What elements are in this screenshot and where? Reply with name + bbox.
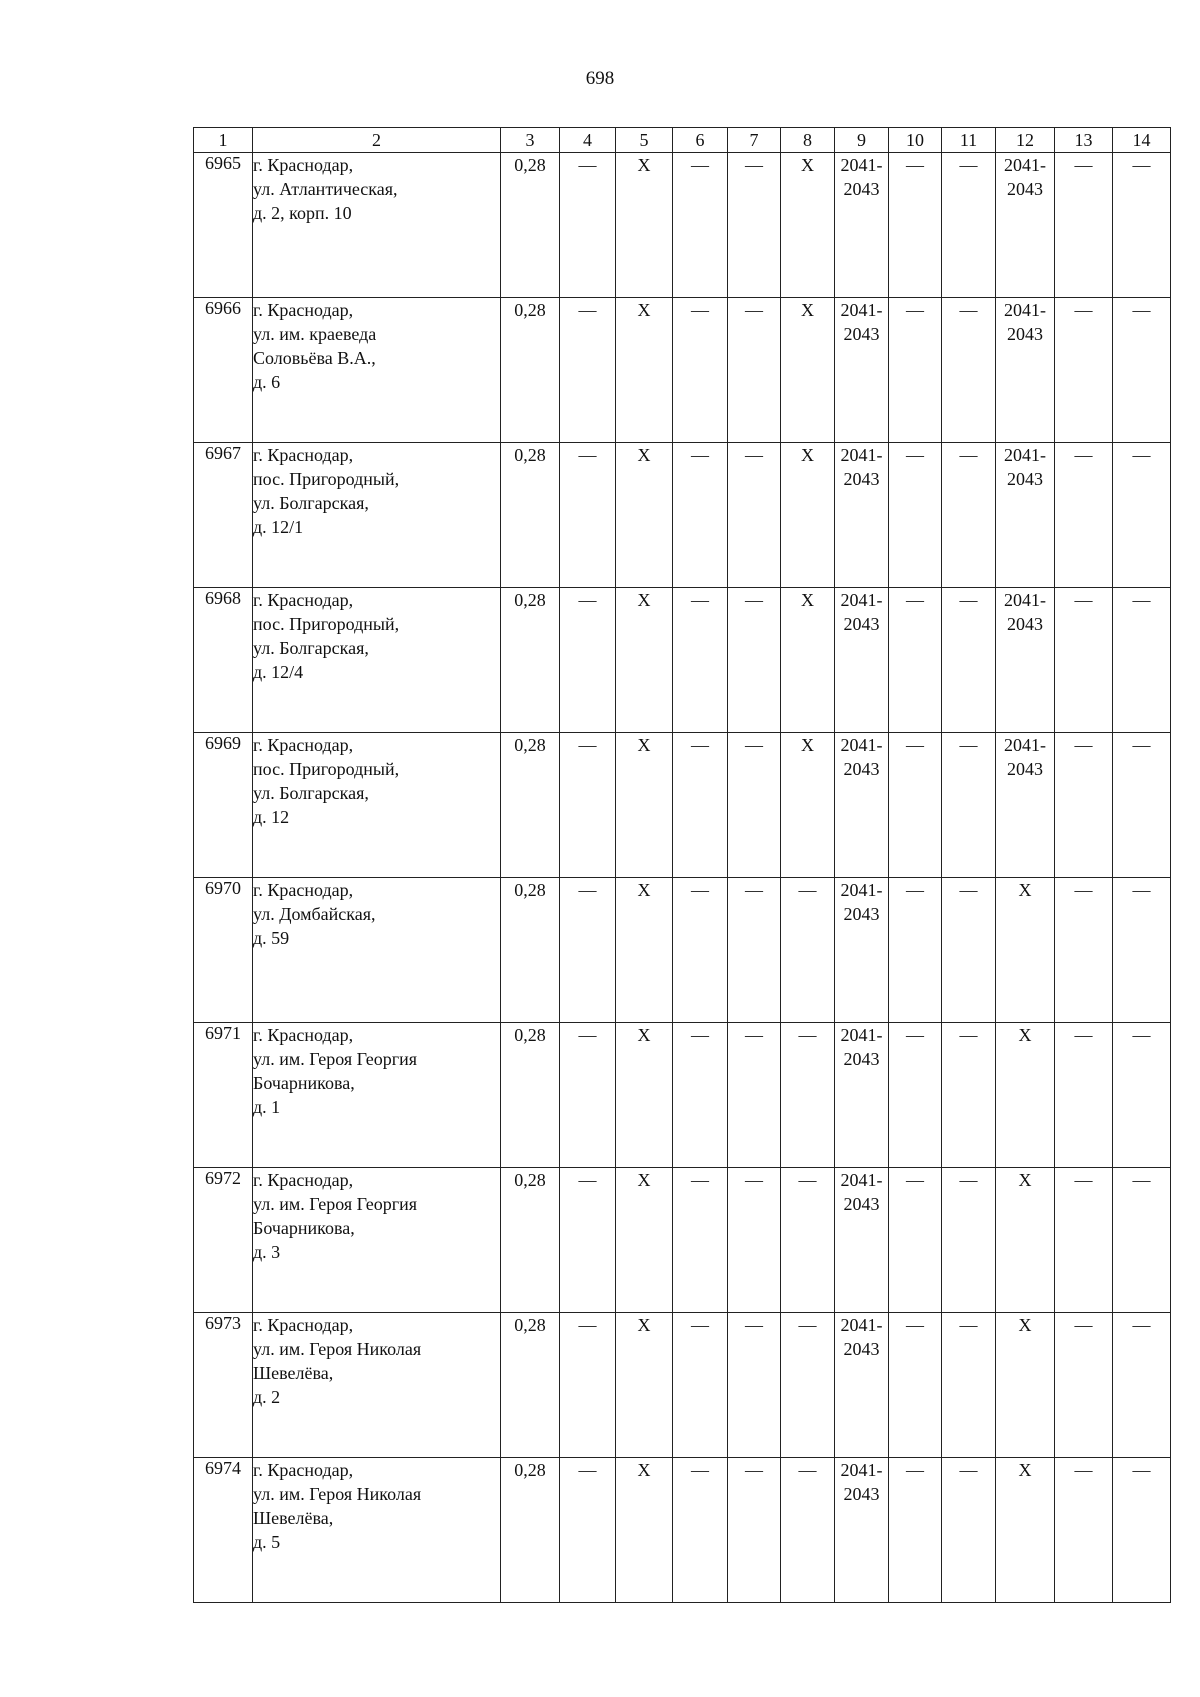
address-line: Соловьёва В.А., <box>253 348 376 368</box>
col-6-cell: — <box>673 1168 728 1313</box>
col-13-cell: — <box>1055 733 1113 878</box>
col-8-cell: — <box>781 1458 835 1603</box>
col-13-cell: — <box>1055 443 1113 588</box>
row-number: 6972 <box>194 1168 253 1313</box>
col-7-cell: — <box>728 298 781 443</box>
cell-line: 2041- <box>840 300 883 320</box>
col-6-cell: — <box>673 153 728 298</box>
cell-line: X <box>1018 1315 1032 1335</box>
col-5-cell: X <box>616 298 673 443</box>
cell-line: 2043 <box>843 1194 880 1214</box>
col-9-cell <box>835 878 889 1023</box>
cell-line: 2041- <box>1004 445 1046 465</box>
col-6-cell: — <box>673 1458 728 1603</box>
table-row <box>194 443 1171 588</box>
col-12-cell <box>996 588 1055 733</box>
address-line: ул. Атлантическая, <box>253 179 398 199</box>
cell-line: 2043 <box>1007 759 1043 779</box>
col-10-cell: — <box>889 588 942 733</box>
col-11-cell: — <box>942 1313 996 1458</box>
col-10-cell: — <box>889 1023 942 1168</box>
address-cell <box>253 1313 501 1458</box>
cell-line: 2041- <box>1004 590 1046 610</box>
cell-line: X <box>1018 1025 1032 1045</box>
col-11-cell: — <box>942 878 996 1023</box>
column-header: 1 <box>194 128 253 153</box>
col-11-cell: — <box>942 153 996 298</box>
col-9-cell <box>835 1168 889 1313</box>
col-5-cell: X <box>616 1168 673 1313</box>
col-11-cell: — <box>942 1023 996 1168</box>
col-4-cell: — <box>560 588 616 733</box>
row-number: 6967 <box>194 443 253 588</box>
col-13-cell: — <box>1055 1458 1113 1603</box>
address-line: г. Краснодар, <box>253 590 354 610</box>
col-5-cell: X <box>616 153 673 298</box>
col-14-cell: — <box>1113 1168 1171 1313</box>
col-9-cell <box>835 298 889 443</box>
col-7-cell: — <box>728 1168 781 1313</box>
cell-line: 2041- <box>840 1315 883 1335</box>
column-header: 6 <box>673 128 728 153</box>
col-4-cell: — <box>560 153 616 298</box>
col-13-cell: — <box>1055 1168 1113 1313</box>
col-5-cell: X <box>616 1023 673 1168</box>
col-14-cell: — <box>1113 1458 1171 1603</box>
table-row <box>194 298 1171 443</box>
col-6-cell: — <box>673 878 728 1023</box>
column-header: 11 <box>942 128 996 153</box>
address-line: г. Краснодар, <box>253 735 354 755</box>
cell-line: 2041- <box>840 445 883 465</box>
col-12-cell <box>996 443 1055 588</box>
column-header: 3 <box>501 128 560 153</box>
address-cell <box>253 1168 501 1313</box>
col-10-cell: — <box>889 443 942 588</box>
cell-line: 2041- <box>840 735 883 755</box>
cell-line: 2043 <box>1007 324 1043 344</box>
col-9-cell <box>835 733 889 878</box>
col-10-cell: — <box>889 298 942 443</box>
col-10-cell: — <box>889 153 942 298</box>
address-line: ул. Болгарская, <box>253 783 369 803</box>
table-row <box>194 1168 1171 1313</box>
address-line: ул. Домбайская, <box>253 904 376 924</box>
address-line: г. Краснодар, <box>253 1315 354 1335</box>
address-line: д. 6 <box>253 372 281 392</box>
col-12-cell <box>996 153 1055 298</box>
address-line: ул. Болгарская, <box>253 638 369 658</box>
col-5-cell: X <box>616 1458 673 1603</box>
col-6-cell: — <box>673 1023 728 1168</box>
col-8-cell: X <box>781 588 835 733</box>
address-line: г. Краснодар, <box>253 155 354 175</box>
address-line: д. 12 <box>253 807 290 827</box>
col-6-cell: — <box>673 1313 728 1458</box>
col-7-cell: — <box>728 1023 781 1168</box>
address-line: г. Краснодар, <box>253 445 354 465</box>
cell-line: 2041- <box>1004 155 1046 175</box>
col-4-cell: — <box>560 298 616 443</box>
col-8-cell: — <box>781 878 835 1023</box>
col-13-cell: — <box>1055 878 1113 1023</box>
col-4-cell: — <box>560 1458 616 1603</box>
row-number: 6970 <box>194 878 253 1023</box>
cell-line: 2043 <box>843 1339 880 1359</box>
col-9-cell <box>835 153 889 298</box>
col-9-cell <box>835 588 889 733</box>
address-line: д. 2 <box>253 1387 281 1407</box>
col-8-cell: — <box>781 1168 835 1313</box>
cell-line: 2043 <box>843 179 880 199</box>
col-7-cell: — <box>728 588 781 733</box>
column-header: 12 <box>996 128 1055 153</box>
column-header: 4 <box>560 128 616 153</box>
col-13-cell: — <box>1055 298 1113 443</box>
address-line: г. Краснодар, <box>253 1460 354 1480</box>
address-line: ул. им. Героя Николая <box>253 1339 422 1359</box>
col-12-cell <box>996 298 1055 443</box>
col-5-cell: X <box>616 1313 673 1458</box>
row-number: 6973 <box>194 1313 253 1458</box>
table-row <box>194 1313 1171 1458</box>
col-11-cell: — <box>942 443 996 588</box>
address-line: ул. им. Героя Георгия <box>253 1194 417 1214</box>
col-3-cell: 0,28 <box>501 733 560 878</box>
column-header: 13 <box>1055 128 1113 153</box>
col-8-cell: X <box>781 443 835 588</box>
col-8-cell: X <box>781 298 835 443</box>
registry-table <box>193 127 1171 1603</box>
table-row <box>194 878 1171 1023</box>
address-line: ул. им. краеведа <box>253 324 377 344</box>
col-14-cell: — <box>1113 1313 1171 1458</box>
col-14-cell: — <box>1113 878 1171 1023</box>
table-row <box>194 153 1171 298</box>
address-line: д. 59 <box>253 928 290 948</box>
col-7-cell: — <box>728 733 781 878</box>
cell-line: 2041- <box>840 1460 883 1480</box>
col-4-cell: — <box>560 733 616 878</box>
col-11-cell: — <box>942 298 996 443</box>
col-12-cell <box>996 1458 1055 1603</box>
table-row <box>194 1023 1171 1168</box>
column-header: 9 <box>835 128 889 153</box>
col-11-cell: — <box>942 733 996 878</box>
cell-line: 2043 <box>1007 469 1043 489</box>
cell-line: 2041- <box>840 590 883 610</box>
row-number: 6966 <box>194 298 253 443</box>
address-line: д. 2, корп. 10 <box>253 203 352 223</box>
column-header: 2 <box>253 128 501 153</box>
address-cell <box>253 443 501 588</box>
col-14-cell: — <box>1113 588 1171 733</box>
cell-line: 2043 <box>1007 614 1043 634</box>
col-4-cell: — <box>560 1168 616 1313</box>
col-12-cell <box>996 878 1055 1023</box>
col-13-cell: — <box>1055 588 1113 733</box>
cell-line: 2041- <box>840 1170 883 1190</box>
address-cell <box>253 733 501 878</box>
col-8-cell: — <box>781 1023 835 1168</box>
col-14-cell: — <box>1113 733 1171 878</box>
col-12-cell <box>996 1313 1055 1458</box>
column-header: 7 <box>728 128 781 153</box>
col-6-cell: — <box>673 298 728 443</box>
col-14-cell: — <box>1113 1023 1171 1168</box>
col-10-cell: — <box>889 1313 942 1458</box>
col-4-cell: — <box>560 443 616 588</box>
col-14-cell: — <box>1113 298 1171 443</box>
address-line: д. 12/1 <box>253 517 304 537</box>
address-line: г. Краснодар, <box>253 1170 354 1190</box>
col-10-cell: — <box>889 1168 942 1313</box>
cell-line: X <box>1018 880 1032 900</box>
row-number: 6971 <box>194 1023 253 1168</box>
address-line: Бочарникова, <box>253 1073 355 1093</box>
cell-line: 2043 <box>1007 179 1043 199</box>
col-5-cell: X <box>616 588 673 733</box>
cell-line: 2041- <box>1004 300 1046 320</box>
col-14-cell: — <box>1113 443 1171 588</box>
cell-line: 2043 <box>843 614 880 634</box>
col-11-cell: — <box>942 1458 996 1603</box>
address-line: пос. Пригородный, <box>253 614 400 634</box>
col-3-cell: 0,28 <box>501 1023 560 1168</box>
address-line: г. Краснодар, <box>253 1025 354 1045</box>
col-12-cell <box>996 1023 1055 1168</box>
address-cell <box>253 298 501 443</box>
cell-line: 2043 <box>843 1484 880 1504</box>
col-13-cell: — <box>1055 1313 1113 1458</box>
address-line: д. 3 <box>253 1242 281 1262</box>
address-cell <box>253 1023 501 1168</box>
column-header: 10 <box>889 128 942 153</box>
cell-line: 2043 <box>843 904 880 924</box>
address-line: ул. им. Героя Николая <box>253 1484 422 1504</box>
address-line: Шевелёва, <box>253 1363 334 1383</box>
table-row <box>194 733 1171 878</box>
cell-line: 2043 <box>843 469 880 489</box>
col-4-cell: — <box>560 878 616 1023</box>
col-8-cell: X <box>781 733 835 878</box>
col-13-cell: — <box>1055 153 1113 298</box>
cell-line: 2043 <box>843 324 880 344</box>
col-3-cell: 0,28 <box>501 588 560 733</box>
col-9-cell <box>835 1458 889 1603</box>
col-9-cell <box>835 1313 889 1458</box>
cell-line: 2041- <box>840 1025 883 1045</box>
col-3-cell: 0,28 <box>501 1313 560 1458</box>
col-4-cell: — <box>560 1313 616 1458</box>
table-row <box>194 1458 1171 1603</box>
address-line: д. 1 <box>253 1097 281 1117</box>
col-6-cell: — <box>673 588 728 733</box>
col-11-cell: — <box>942 1168 996 1313</box>
row-number: 6969 <box>194 733 253 878</box>
col-12-cell <box>996 1168 1055 1313</box>
address-line: Бочарникова, <box>253 1218 355 1238</box>
col-10-cell: — <box>889 878 942 1023</box>
col-7-cell: — <box>728 443 781 588</box>
col-5-cell: X <box>616 443 673 588</box>
column-header: 14 <box>1113 128 1171 153</box>
col-6-cell: — <box>673 443 728 588</box>
col-3-cell: 0,28 <box>501 298 560 443</box>
col-7-cell: — <box>728 1458 781 1603</box>
page-number: 698 <box>585 68 615 89</box>
row-number: 6965 <box>194 153 253 298</box>
col-3-cell: 0,28 <box>501 443 560 588</box>
cell-line: 2043 <box>843 1049 880 1069</box>
address-line: д. 12/4 <box>253 662 304 682</box>
col-7-cell: — <box>728 878 781 1023</box>
address-line: Шевелёва, <box>253 1508 334 1528</box>
cell-line: 2041- <box>1004 735 1046 755</box>
col-6-cell: — <box>673 733 728 878</box>
col-13-cell: — <box>1055 1023 1113 1168</box>
col-5-cell: X <box>616 733 673 878</box>
col-10-cell: — <box>889 733 942 878</box>
col-9-cell <box>835 1023 889 1168</box>
address-line: д. 5 <box>253 1532 281 1552</box>
col-3-cell: 0,28 <box>501 153 560 298</box>
address-cell <box>253 153 501 298</box>
cell-line: X <box>1018 1170 1032 1190</box>
address-line: ул. им. Героя Георгия <box>253 1049 417 1069</box>
cell-line: 2041- <box>840 155 883 175</box>
col-3-cell: 0,28 <box>501 1168 560 1313</box>
col-14-cell: — <box>1113 153 1171 298</box>
column-header: 5 <box>616 128 673 153</box>
address-line: пос. Пригородный, <box>253 469 400 489</box>
address-line: г. Краснодар, <box>253 880 354 900</box>
address-cell <box>253 878 501 1023</box>
row-number: 6968 <box>194 588 253 733</box>
cell-line: X <box>1018 1460 1032 1480</box>
col-7-cell: — <box>728 1313 781 1458</box>
col-3-cell: 0,28 <box>501 878 560 1023</box>
col-4-cell: — <box>560 1023 616 1168</box>
col-3-cell: 0,28 <box>501 1458 560 1603</box>
address-cell <box>253 1458 501 1603</box>
col-10-cell: — <box>889 1458 942 1603</box>
address-line: пос. Пригородный, <box>253 759 400 779</box>
col-9-cell <box>835 443 889 588</box>
col-8-cell: X <box>781 153 835 298</box>
address-line: ул. Болгарская, <box>253 493 369 513</box>
cell-line: 2043 <box>843 759 880 779</box>
row-number: 6974 <box>194 1458 253 1603</box>
address-cell <box>253 588 501 733</box>
header-row <box>194 128 1171 153</box>
col-5-cell: X <box>616 878 673 1023</box>
table-row <box>194 588 1171 733</box>
col-11-cell: — <box>942 588 996 733</box>
address-line: г. Краснодар, <box>253 300 354 320</box>
column-header: 8 <box>781 128 835 153</box>
col-8-cell: — <box>781 1313 835 1458</box>
col-12-cell <box>996 733 1055 878</box>
cell-line: 2041- <box>840 880 883 900</box>
col-7-cell: — <box>728 153 781 298</box>
